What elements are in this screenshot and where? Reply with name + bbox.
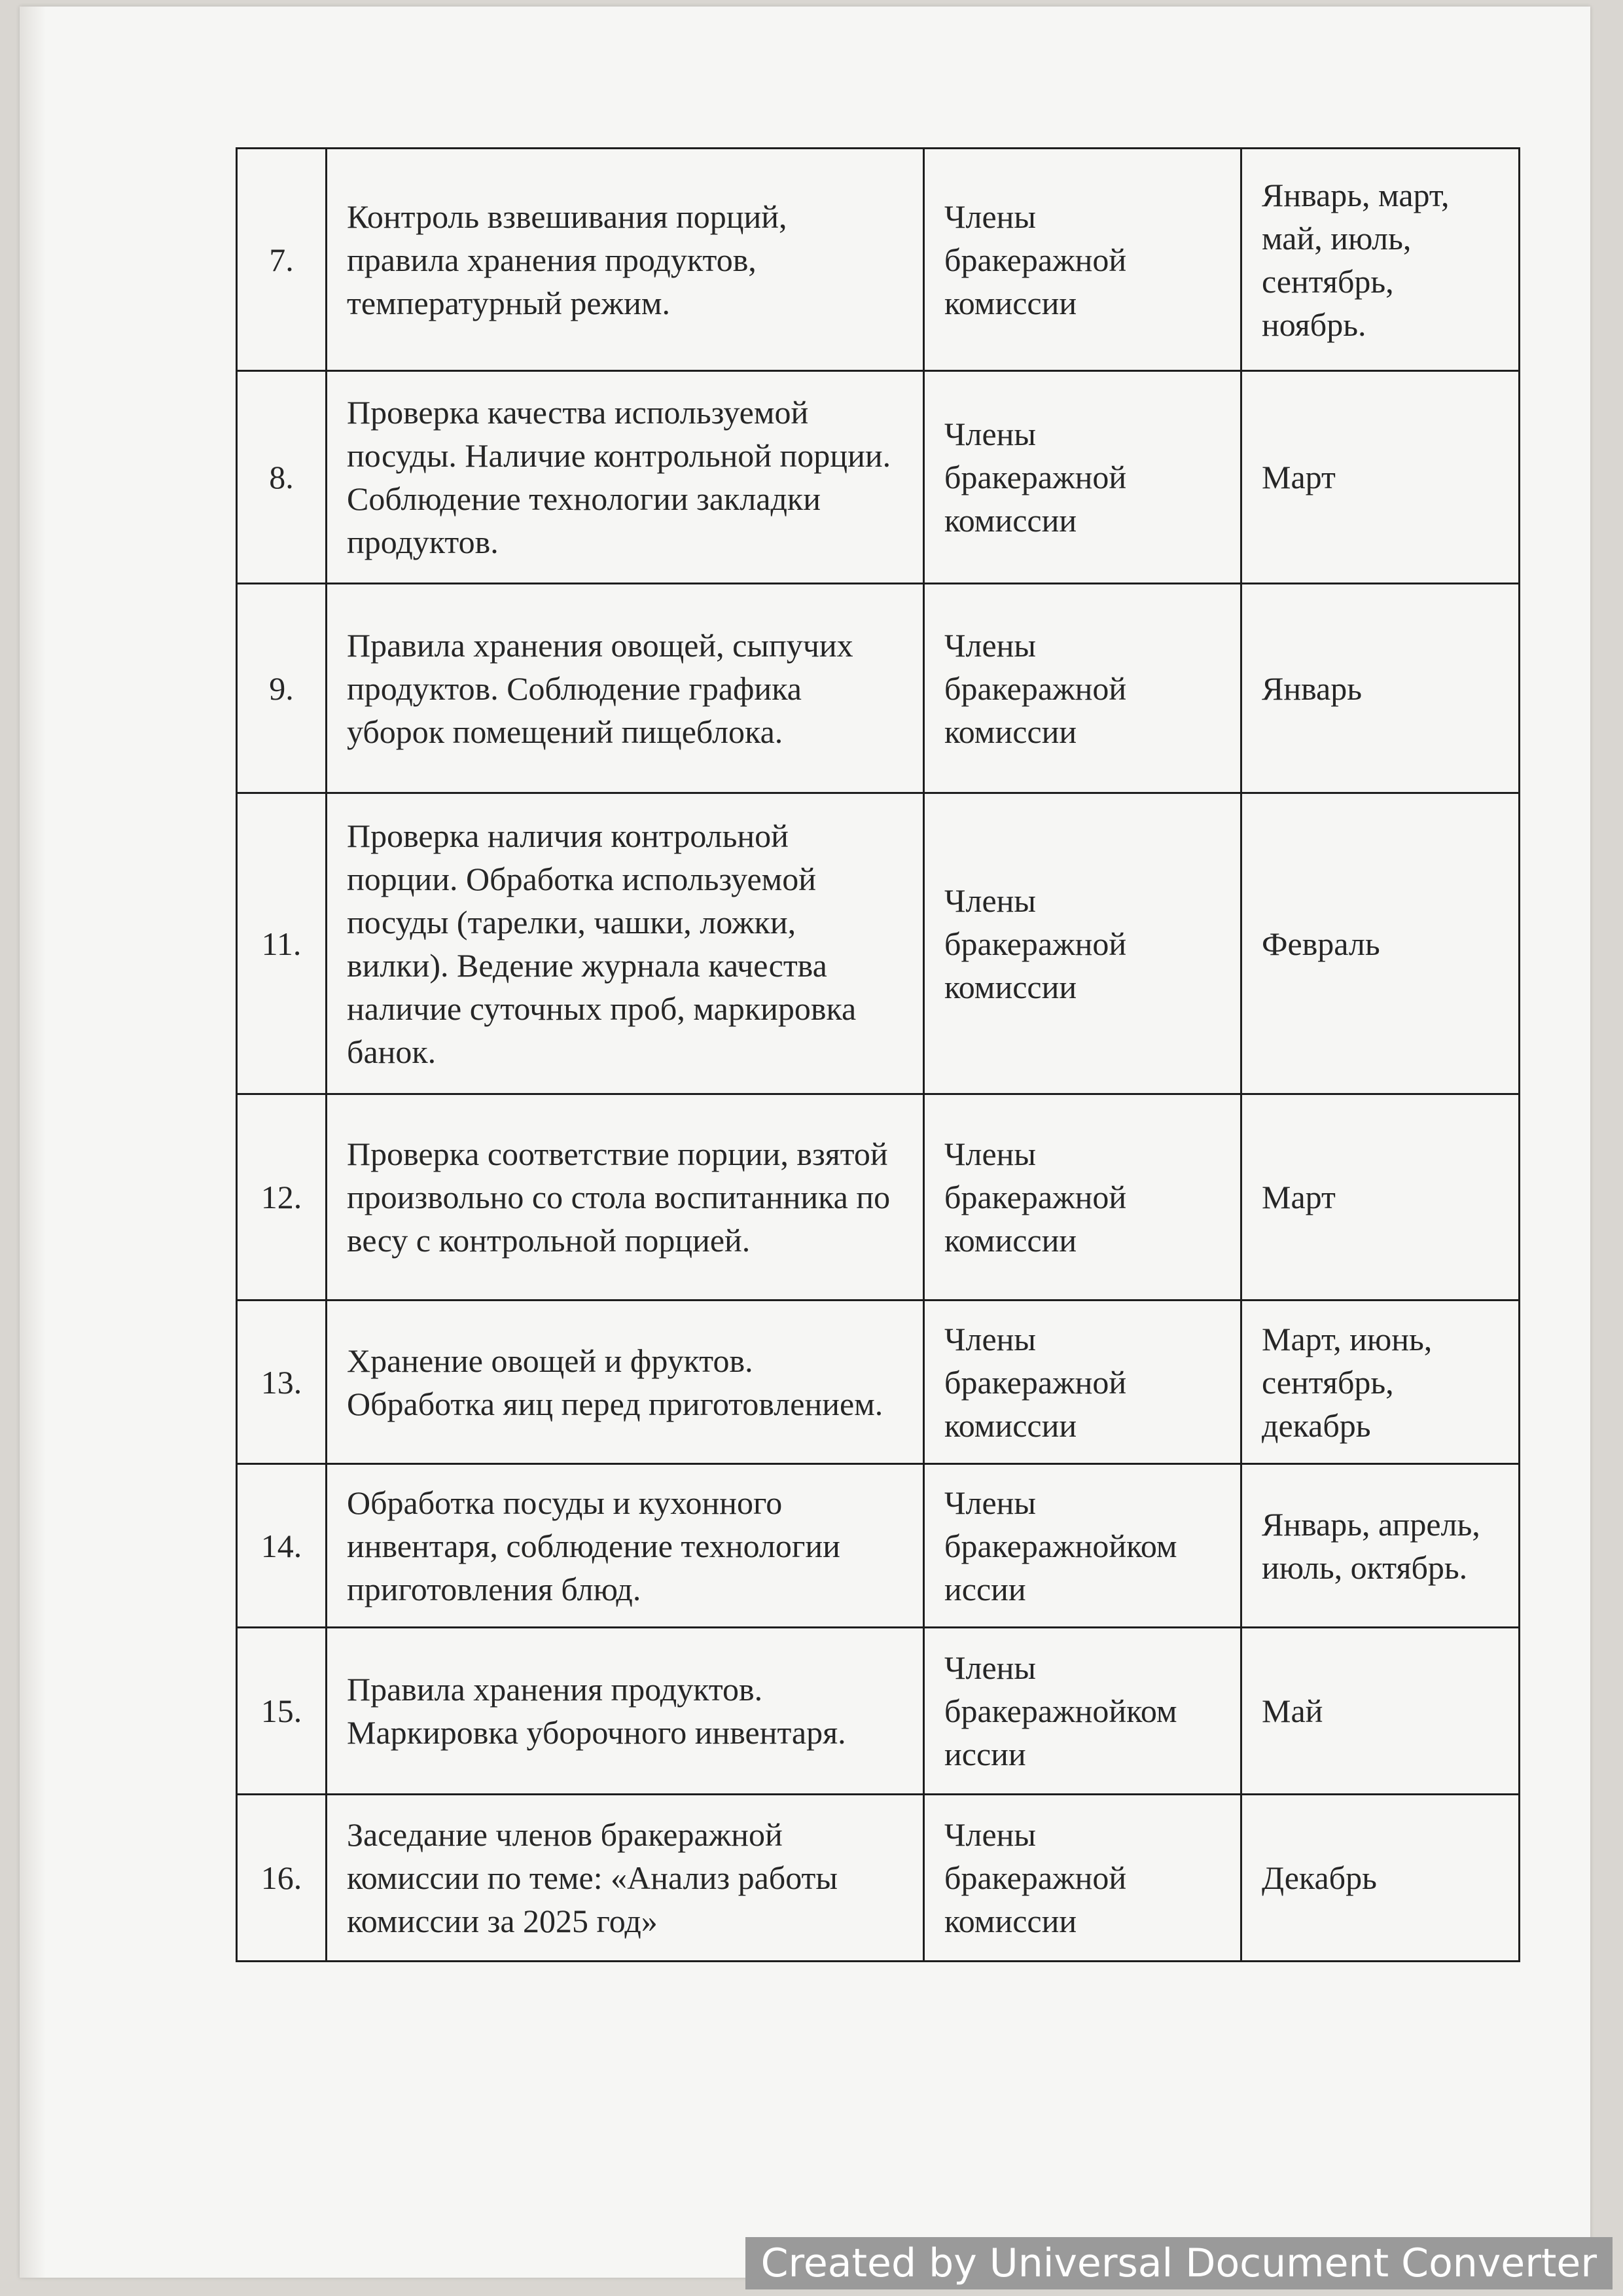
row-number: 16.	[237, 1795, 327, 1962]
row-number: 9.	[237, 584, 327, 793]
inspection-schedule-table	[236, 147, 1520, 1962]
period-cell: Январь, март, май, июль, сентябрь, ноябрь.	[1241, 149, 1520, 371]
row-number: 15.	[237, 1628, 327, 1795]
responsible-cell: Члены бракеражной комиссии	[924, 371, 1241, 584]
responsible-cell: Члены бракеражнойком иссии	[924, 1464, 1241, 1628]
row-number: 11.	[237, 793, 327, 1094]
table-row	[237, 149, 1520, 371]
event-cell: Проверка наличия контрольной порции. Обработка используемой посуды (тарелки, чашки, ложки, вилки). Ведение журнала качества наличие суточных проб, маркировка банок.	[327, 793, 924, 1094]
period-cell: Январь	[1241, 584, 1520, 793]
row-number: 8.	[237, 371, 327, 584]
period-cell: Февраль	[1241, 793, 1520, 1094]
event-cell: Правила хранения овощей, сыпучих продуктов. Соблюдение графика уборок помещений пищеблока.	[327, 584, 924, 793]
table-row	[237, 371, 1520, 584]
event-cell: Проверка соответствие порции, взятой произвольно со стола воспитанника по весу с контрольной порцией.	[327, 1094, 924, 1300]
period-cell: Январь, апрель, июль, октябрь.	[1241, 1464, 1520, 1628]
event-cell: Обработка посуды и кухонного инвентаря, соблюдение технологии приготовления блюд.	[327, 1464, 924, 1628]
table-row	[237, 1094, 1520, 1300]
table-row	[237, 1300, 1520, 1464]
row-number: 13.	[237, 1300, 327, 1464]
table-row	[237, 1795, 1520, 1962]
converter-watermark: Created by Universal Document Converter	[745, 2237, 1613, 2289]
event-cell: Контроль взвешивания порций, правила хранения продуктов, температурный режим.	[327, 149, 924, 371]
table-row	[237, 1628, 1520, 1795]
table-row	[237, 584, 1520, 793]
responsible-cell: Члены бракеражной комиссии	[924, 149, 1241, 371]
period-cell: Май	[1241, 1628, 1520, 1795]
period-cell: Декабрь	[1241, 1795, 1520, 1962]
row-number: 12.	[237, 1094, 327, 1300]
table-row	[237, 793, 1520, 1094]
period-cell: Март, июнь, сентябрь, декабрь	[1241, 1300, 1520, 1464]
event-cell: Хранение овощей и фруктов. Обработка яиц перед приготовлением.	[327, 1300, 924, 1464]
responsible-cell: Члены бракеражной комиссии	[924, 1094, 1241, 1300]
responsible-cell: Члены бракеражной комиссии	[924, 1300, 1241, 1464]
responsible-cell: Члены бракеражной комиссии	[924, 1795, 1241, 1962]
row-number: 7.	[237, 149, 327, 371]
event-cell: Заседание членов бракеражной комиссии по теме: «Анализ работы комиссии за 2025 год»	[327, 1795, 924, 1962]
responsible-cell: Члены бракеражнойком иссии	[924, 1628, 1241, 1795]
period-cell: Март	[1241, 1094, 1520, 1300]
period-cell: Март	[1241, 371, 1520, 584]
responsible-cell: Члены бракеражной комиссии	[924, 584, 1241, 793]
event-cell: Правила хранения продуктов. Маркировка уборочного инвентаря.	[327, 1628, 924, 1795]
row-number: 14.	[237, 1464, 327, 1628]
responsible-cell: Члены бракеражной комиссии	[924, 793, 1241, 1094]
document-page	[20, 7, 1590, 2278]
table-row	[237, 1464, 1520, 1628]
event-cell: Проверка качества используемой посуды. Наличие контрольной порции. Соблюдение технологии закладки продуктов.	[327, 371, 924, 584]
